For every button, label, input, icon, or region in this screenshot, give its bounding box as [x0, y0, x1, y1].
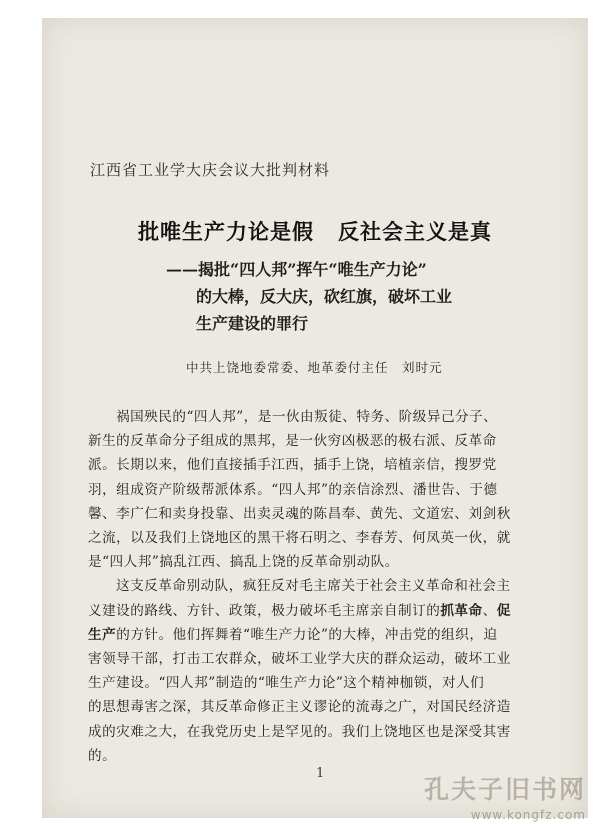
paragraph-line: 派。长期以来，他们直接插手江西，插手上饶，培植亲信，搜罗党	[88, 457, 497, 474]
header-label: 江西省工业学大庆会议大批判材料	[90, 161, 331, 179]
paragraph-line: 之流，以及我们上饶地区的黑干将石明之、李春芳、何凤英一伙，就	[88, 530, 511, 547]
emphasis-text: 生产	[88, 626, 117, 643]
watermark-logo: 孔夫子旧书网	[423, 775, 586, 804]
paragraph-line: 祸国殃民的“四人邦”，是一伙由叛徒、特务、阶级异己分子、	[116, 409, 498, 425]
author-byline: 中共上饶地委常委、地革委付主任 刘时元	[186, 360, 443, 375]
watermark-url: www.kongfz.com	[470, 808, 586, 822]
main-title	[138, 216, 492, 246]
paragraph-line: 的。	[88, 747, 117, 764]
paragraph-line: 的思想毒害之深，其反革命修正主义谬论的流毒之广，对国民经济造	[88, 699, 511, 716]
subtitle	[166, 256, 452, 337]
subtitle-line: ——揭批“四人邦”挥午“唯生产力论”	[166, 260, 427, 279]
main-title-part1: 批唯生产力论是假	[138, 219, 314, 244]
paragraph-line: 新生的反革命分子组成的黑邦，是一伙穷凶极恶的极右派、反革命	[88, 433, 497, 450]
subtitle-line: 的大棒，反大庆，砍红旗，破坏工业	[196, 287, 453, 306]
text-span: 、	[482, 602, 497, 619]
paragraph-line: 这支反革命别动队，疯狂反对毛主席关于社会主义革命和社会主	[116, 578, 511, 595]
paragraph-line: 生产建设。“四人邦”制造的“唯生产力论”这个精神枷锁，对人们	[88, 675, 485, 692]
subtitle-line: 生产建设的罪行	[196, 314, 309, 333]
main-title-part2: 反社会主义是真	[338, 219, 492, 244]
paragraph-line: 成的灾难之大，在我党历史上是罕见的。我们上饶地区也是深受其害	[88, 723, 511, 740]
emphasis-text: 抓革命	[440, 602, 483, 619]
text-span: 义建设的路线、方针、政策，极力破坏毛主席亲自制订的	[88, 602, 441, 619]
text-span: 的方针。他们挥舞着“唯生产力论”的大棒，冲击党的组织，迫	[116, 626, 498, 643]
paragraph-line: 羽，组成资产阶级帮派体系。“四人邦”的亲信涂烈、潘世告、于德	[88, 481, 498, 498]
emphasis-text: 促	[496, 602, 511, 619]
paragraph-line: 是“四人邦”搞乱江西、搞乱上饶的反革命别动队。	[88, 554, 399, 571]
paragraph-line: 害领导干部，打击工农群众，破坏工业学大庆的群众运动，破坏工业	[88, 651, 511, 668]
body-text	[88, 405, 528, 768]
paragraph-line	[88, 599, 528, 623]
paragraph-line	[88, 623, 528, 647]
paragraph-line: 馨、李广仁和卖身投靠、出卖灵魂的陈昌奉、黄先、文道宏、刘剑秋	[88, 505, 511, 522]
page-number: 1	[316, 766, 325, 781]
watermark	[416, 770, 586, 822]
